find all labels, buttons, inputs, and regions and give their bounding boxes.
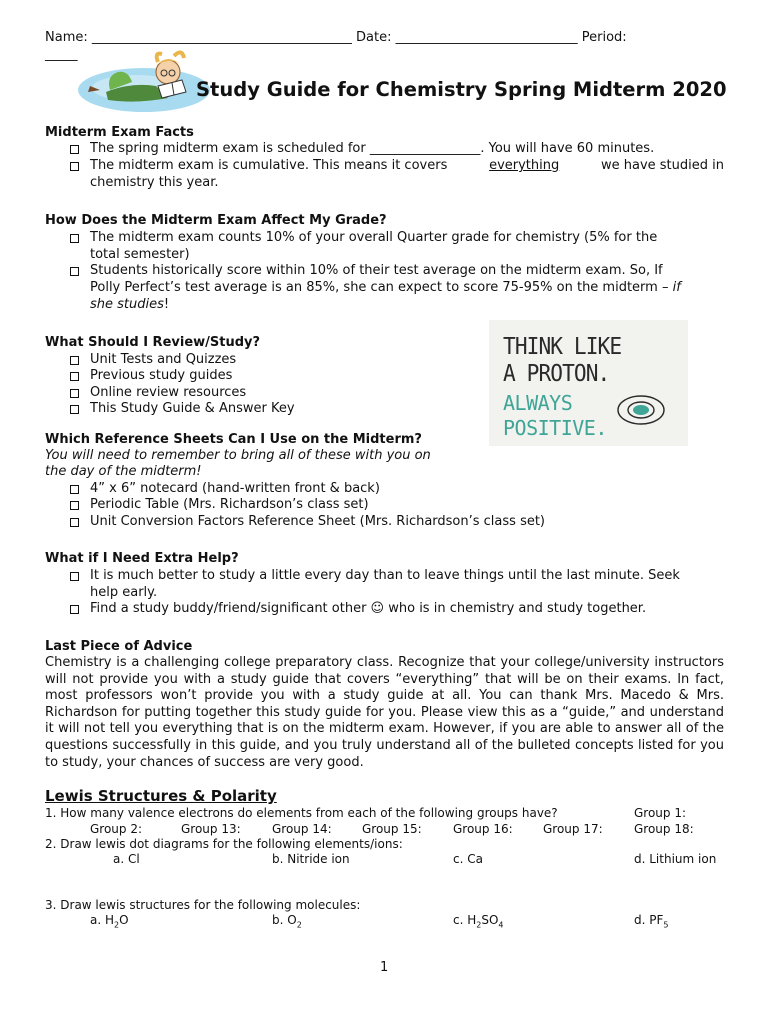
checkbox[interactable] — [70, 234, 79, 243]
question-2: 2. Draw lewis dot diagrams for the following elements/ions: — [45, 837, 403, 851]
formula-text: SO — [481, 913, 499, 927]
period-label: Period: — [581, 30, 627, 45]
group-label: Group 1: — [634, 806, 687, 820]
sheets-heading: Which Reference Sheets Can I Use on the Midterm? — [45, 432, 422, 447]
grade-bullet-2: Students historically score within 10% of their test average on the midterm exam. So, If — [90, 263, 663, 278]
grade-bullet-2-line2 — [90, 280, 681, 296]
sheets-note: You will need to remember to bring all of these with you on — [45, 448, 431, 463]
review-heading: What Should I Review/Study? — [45, 335, 261, 350]
facts-bullet-2-everything: everything — [489, 158, 560, 173]
checkbox[interactable] — [70, 389, 79, 398]
help-bullet-1-cont: help early. — [90, 585, 158, 600]
grade-heading: How Does the Midterm Exam Affect My Grade? — [45, 213, 387, 228]
advice-heading: Last Piece of Advice — [45, 639, 193, 654]
checkbox[interactable] — [70, 145, 79, 154]
formula-text: c. H — [453, 913, 477, 927]
grade-bullet-1: The midterm exam counts 10% of your overall Quarter grade for chemistry (5% for the — [90, 230, 658, 245]
period-blank[interactable]: _____ — [45, 47, 78, 62]
checkbox[interactable] — [70, 267, 79, 276]
question-3: 3. Draw lewis structures for the following molecules: — [45, 898, 361, 912]
lewis-heading: Lewis Structures & Polarity — [45, 787, 277, 805]
grade-bullet-2-line3 — [90, 297, 169, 313]
grade-bullet-2-exclaim: ! — [163, 297, 170, 312]
formula-subscript: 2 — [476, 920, 482, 930]
question-2-item: d. Lithium ion — [634, 852, 717, 866]
checkbox[interactable] — [70, 405, 79, 414]
sheets-note-cont: the day of the midterm! — [45, 464, 202, 479]
facts-heading: Midterm Exam Facts — [45, 125, 194, 140]
date-blank[interactable]: ____________________________ — [395, 30, 578, 45]
formula-text: O — [119, 913, 129, 927]
review-item: This Study Guide & Answer Key — [90, 401, 295, 416]
question-2-item: a. Cl — [113, 852, 140, 866]
name-label: Name: — [45, 30, 88, 45]
group-label: Group 13: — [181, 822, 241, 836]
grade-bullet-2-she-studies: she studies — [90, 297, 164, 312]
review-item: Previous study guides — [90, 368, 233, 383]
grade-bullet-2-if: if — [672, 280, 681, 295]
proton-poster — [489, 320, 688, 446]
review-item: Unit Tests and Quizzes — [90, 352, 237, 367]
page-number: 1 — [380, 960, 389, 975]
poster-line-3: ALWAYS — [503, 391, 573, 415]
advice-paragraph: Chemistry is a challenging college preparatory class. Recognize that your college/university instructors will not provide you with a study guide that covers “everything” that will be on their exams. In fact, most professors won’t provide you with a study guide at all. You can thank Mrs. Macedo & Mrs. Richardson for putting together this study guide for you. Please view this as a “guide,” and understand it will not tell you everything that is on the midterm exam. However, if you are able to answer all of the questions successfully in this guide, and you truly understand all of the bulleted concepts listed for you to study, your chances of success are very good. — [45, 655, 724, 770]
review-item: Online review resources — [90, 385, 247, 400]
question-2-item: b. Nitride ion — [272, 852, 350, 866]
facts-bullet-2-part-a: The midterm exam is cumulative. This means it covers — [90, 158, 448, 173]
facts-bullet-2-part-b: we have studied in — [600, 158, 724, 173]
header-line — [45, 30, 627, 46]
checkbox[interactable] — [70, 162, 79, 171]
facts-bullet-2-cont: chemistry this year. — [90, 175, 219, 190]
question-3-item-c — [453, 912, 504, 933]
poster-line-1: THINK LIKE — [503, 334, 622, 360]
question-1: 1. How many valence electrons do elements from each of the following groups have? — [45, 806, 558, 820]
formula-text: a. H — [90, 913, 115, 927]
formula-text: b. O — [272, 913, 297, 927]
help-bullet-2: Find a study buddy/friend/significant other ☺ who is in chemistry and study together. — [90, 601, 647, 616]
formula-subscript: 2 — [296, 920, 302, 930]
formula-subscript: 4 — [498, 920, 504, 930]
proton-atom-icon — [615, 392, 667, 428]
group-label: Group 15: — [362, 822, 422, 836]
group-label: Group 18: — [634, 822, 694, 836]
date-label: Date: — [356, 30, 392, 45]
page-title: Study Guide for Chemistry Spring Midterm 2020 — [196, 78, 727, 101]
facts-bullet-1: The spring midterm exam is scheduled for _________________. You will have 60 minutes. — [90, 141, 655, 156]
help-heading: What if I Need Extra Help? — [45, 551, 239, 566]
checkbox[interactable] — [70, 372, 79, 381]
group-label: Group 16: — [453, 822, 513, 836]
formula-subscript: 2 — [114, 920, 120, 930]
sheets-item: Periodic Table (Mrs. Richardson’s class set) — [90, 497, 369, 512]
checkbox[interactable] — [70, 605, 79, 614]
student-reading-clipart — [76, 46, 212, 114]
grade-bullet-1-cont: total semester) — [90, 247, 190, 262]
formula-text: d. PF — [634, 913, 664, 927]
name-blank[interactable]: ________________________________________ — [91, 30, 352, 45]
sheets-item: Unit Conversion Factors Reference Sheet (Mrs. Richardson’s class set) — [90, 514, 546, 529]
question-3-item-d — [634, 912, 668, 933]
checkbox[interactable] — [70, 485, 79, 494]
group-label: Group 14: — [272, 822, 332, 836]
sheets-item: 4” x 6” notecard (hand-written front & back) — [90, 481, 380, 496]
checkbox[interactable] — [70, 518, 79, 527]
checkbox[interactable] — [70, 356, 79, 365]
facts-bullet-2 — [90, 158, 724, 174]
checkbox[interactable] — [70, 501, 79, 510]
question-3-item-b — [272, 912, 302, 933]
poster-line-2: A PROTON. — [503, 361, 610, 387]
question-3-item-a — [90, 912, 129, 933]
grade-bullet-2-text: Polly Perfect’s test average is an 85%, she can expect to score 75-95% on the midterm – — [90, 280, 669, 295]
help-bullet-1: It is much better to study a little every day than to leave things until the last minute. Seek — [90, 568, 680, 583]
group-label: Group 2: — [90, 822, 143, 836]
group-label: Group 17: — [543, 822, 603, 836]
question-2-item: c. Ca — [453, 852, 483, 866]
poster-line-4: POSITIVE. — [503, 416, 607, 440]
checkbox[interactable] — [70, 572, 79, 581]
formula-subscript: 5 — [663, 920, 669, 930]
